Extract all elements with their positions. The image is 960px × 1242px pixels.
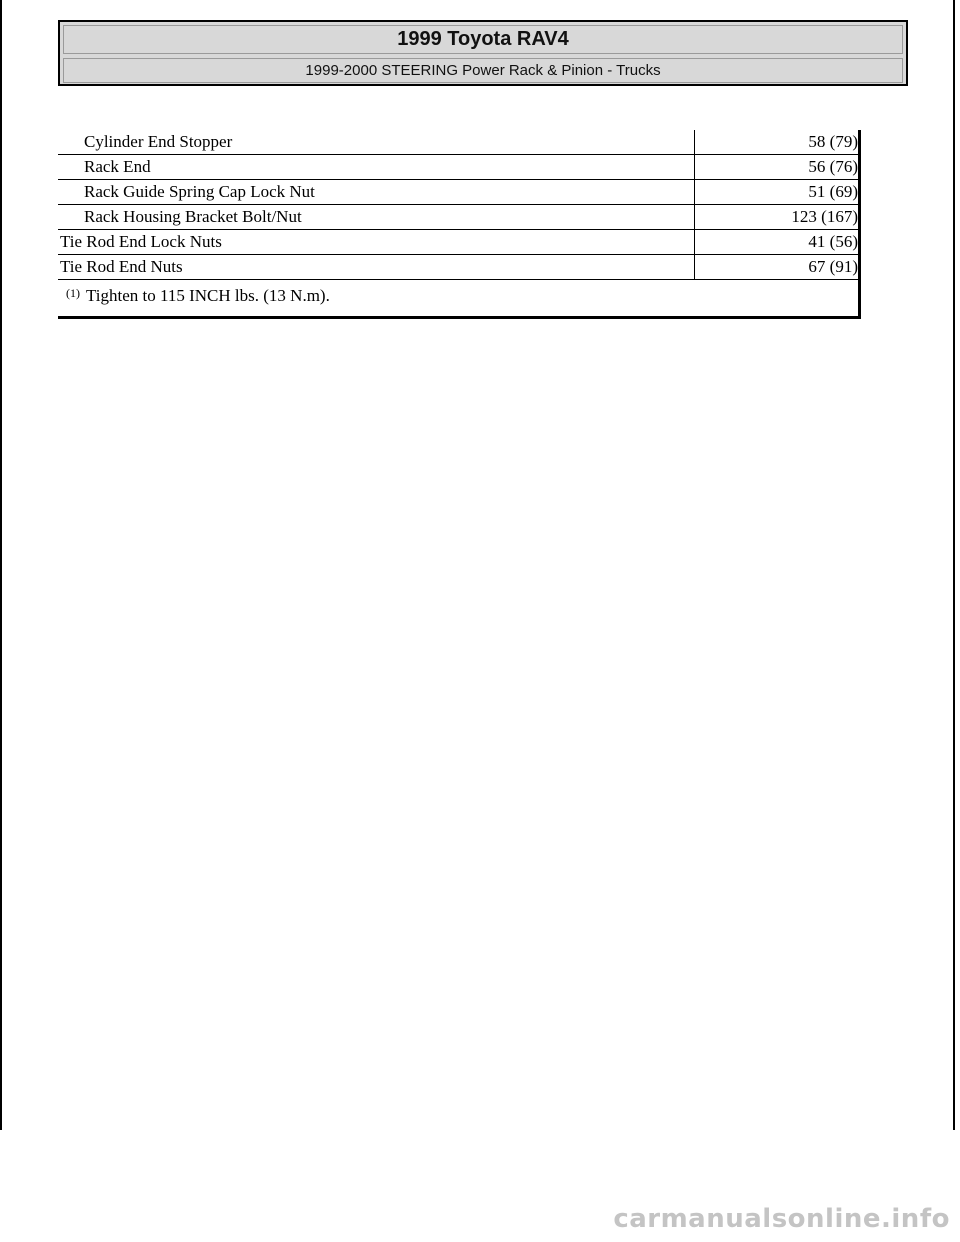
table-row (58, 230, 860, 255)
component-label: Rack End (58, 155, 695, 180)
component-label: Tie Rod End Nuts (58, 255, 695, 280)
table-row (58, 180, 860, 205)
table-row (58, 255, 860, 280)
table-row (58, 155, 860, 180)
document-title: 1999 Toyota RAV4 (63, 25, 903, 54)
torque-value: 56 (76) (695, 155, 860, 180)
footnote-marker: (1) (66, 286, 80, 300)
torque-value: 41 (56) (695, 230, 860, 255)
footnote-text: Tighten to 115 INCH lbs. (13 N.m). (86, 286, 330, 305)
component-label: Rack Guide Spring Cap Lock Nut (58, 180, 695, 205)
table-row (58, 130, 860, 155)
torque-spec-table (58, 130, 861, 319)
page-frame-left (0, 0, 2, 1130)
component-label: Tie Rod End Lock Nuts (58, 230, 695, 255)
page-frame-right (953, 0, 955, 1130)
torque-value: 67 (91) (695, 255, 860, 280)
footnote (58, 280, 860, 318)
torque-value: 123 (167) (695, 205, 860, 230)
footnote-row (58, 280, 860, 318)
torque-value: 51 (69) (695, 180, 860, 205)
site-watermark: carmanualsonline.info (613, 1204, 950, 1234)
document-subtitle: 1999-2000 STEERING Power Rack & Pinion - Trucks (63, 58, 903, 83)
component-label: Cylinder End Stopper (58, 130, 695, 155)
component-label: Rack Housing Bracket Bolt/Nut (58, 205, 695, 230)
page-header (58, 20, 908, 86)
torque-value: 58 (79) (695, 130, 860, 155)
table-row (58, 205, 860, 230)
